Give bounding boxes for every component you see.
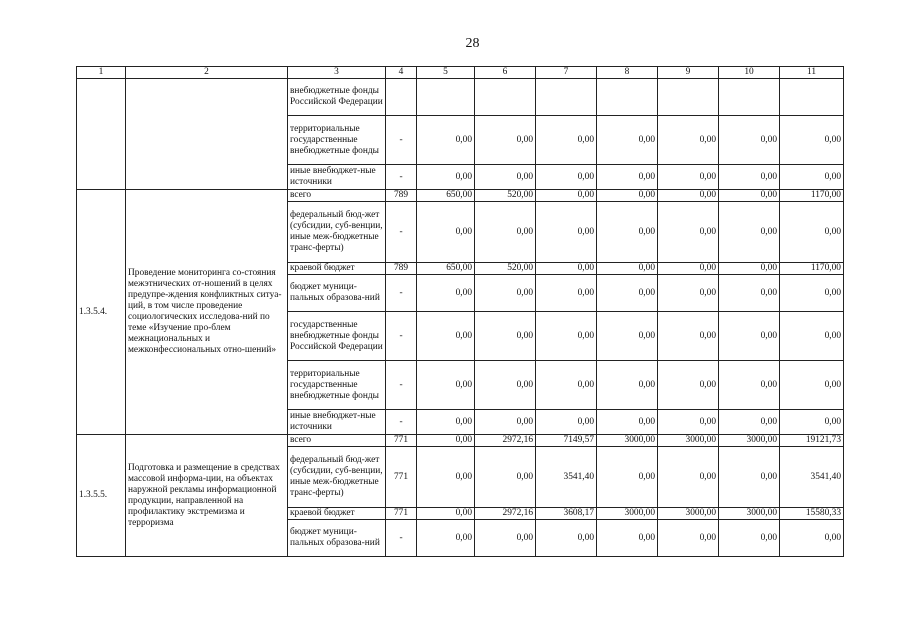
column-4-value: - — [386, 202, 417, 263]
table-row — [77, 79, 844, 116]
amount-cell: 0,00 — [475, 447, 536, 508]
funding-source: краевой бюджет — [288, 263, 386, 275]
amount-cell: 0,00 — [658, 447, 719, 508]
amount-cell: 0,00 — [475, 165, 536, 190]
amount-cell: 1170,00 — [780, 263, 844, 275]
amount-cell: 0,00 — [417, 520, 475, 557]
column-header: 11 — [780, 67, 844, 79]
amount-cell: 0,00 — [780, 116, 844, 165]
amount-cell: 0,00 — [417, 410, 475, 435]
column-4-value: - — [386, 116, 417, 165]
column-header: 7 — [536, 67, 597, 79]
amount-cell: 0,00 — [597, 116, 658, 165]
amount-cell: 0,00 — [597, 263, 658, 275]
column-4-value: - — [386, 275, 417, 312]
amount-cell: 0,00 — [719, 202, 780, 263]
amount-cell: 3541,40 — [780, 447, 844, 508]
amount-cell: 1170,00 — [780, 190, 844, 202]
amount-cell: 0,00 — [719, 410, 780, 435]
amount-cell: 0,00 — [658, 361, 719, 410]
amount-cell: 3000,00 — [597, 435, 658, 447]
amount-cell: 0,00 — [536, 202, 597, 263]
amount-cell: 0,00 — [475, 275, 536, 312]
amount-cell: 0,00 — [417, 435, 475, 447]
funding-source: иные внебюджет-ные источники — [288, 410, 386, 435]
amount-cell: 0,00 — [536, 410, 597, 435]
measure-code: 1.3.5.4. — [77, 190, 126, 435]
column-4-value: - — [386, 520, 417, 557]
amount-cell: 3608,17 — [536, 508, 597, 520]
measure-name: Проведение мониторинга со-стояния межэтнических от-ношений в целях предупре-ждения конфликтных ситуа-ций, в том числе проведение социологических исследова-ний по теме «Изучение про-блем межнациональных и межконфессиональных отно-шений» — [126, 190, 288, 435]
amount-cell: 0,00 — [536, 361, 597, 410]
column-header: 3 — [288, 67, 386, 79]
amount-cell: 0,00 — [719, 190, 780, 202]
table-body — [77, 67, 844, 557]
amount-cell: 7149,57 — [536, 435, 597, 447]
column-header: 2 — [126, 67, 288, 79]
column-header: 6 — [475, 67, 536, 79]
amount-cell: 650,00 — [417, 263, 475, 275]
column-4-value: - — [386, 312, 417, 361]
amount-cell: 2972,16 — [475, 508, 536, 520]
amount-cell: 0,00 — [536, 312, 597, 361]
amount-cell: 0,00 — [597, 190, 658, 202]
funding-source: федеральный бюд-жет (субсидии, суб-венции, иные меж-бюджетные транс-ферты) — [288, 447, 386, 508]
amount-cell: 0,00 — [417, 508, 475, 520]
funding-source: государственные внебюджетные фонды Российской Федерации — [288, 312, 386, 361]
amount-cell: 0,00 — [658, 312, 719, 361]
amount-cell: 0,00 — [719, 275, 780, 312]
funding-source: бюджет муници-пальных образова-ний — [288, 275, 386, 312]
column-header: 1 — [77, 67, 126, 79]
column-4-value: - — [386, 361, 417, 410]
amount-cell: 0,00 — [719, 312, 780, 361]
amount-cell: 0,00 — [536, 263, 597, 275]
amount-cell: 0,00 — [719, 447, 780, 508]
amount-cell: 0,00 — [536, 190, 597, 202]
measure-code: 1.3.5.5. — [77, 435, 126, 557]
column-header: 8 — [597, 67, 658, 79]
amount-cell: 0,00 — [536, 116, 597, 165]
funding-source: всего — [288, 190, 386, 202]
amount-cell: 3000,00 — [597, 508, 658, 520]
amount-cell: 0,00 — [780, 275, 844, 312]
funding-source: территориальные государственные внебюджетные фонды — [288, 361, 386, 410]
amount-cell: 650,00 — [417, 190, 475, 202]
amount-cell: 3000,00 — [719, 435, 780, 447]
amount-cell: 0,00 — [780, 361, 844, 410]
amount-cell: 0,00 — [536, 520, 597, 557]
amount-cell: 0,00 — [417, 275, 475, 312]
amount-cell: 0,00 — [719, 165, 780, 190]
amount-cell: 0,00 — [658, 263, 719, 275]
amount-cell: 0,00 — [658, 410, 719, 435]
funding-source: краевой бюджет — [288, 508, 386, 520]
table-row — [77, 190, 844, 202]
page-number: 28 — [465, 36, 480, 51]
amount-cell: 0,00 — [658, 190, 719, 202]
amount-cell — [719, 79, 780, 116]
amount-cell: 0,00 — [780, 410, 844, 435]
amount-cell: 0,00 — [475, 361, 536, 410]
amount-cell — [658, 79, 719, 116]
amount-cell: 0,00 — [417, 116, 475, 165]
amount-cell — [536, 79, 597, 116]
table-row — [77, 435, 844, 447]
amount-cell: 15580,33 — [780, 508, 844, 520]
amount-cell: 0,00 — [417, 361, 475, 410]
amount-cell: 0,00 — [475, 116, 536, 165]
amount-cell: 19121,73 — [780, 435, 844, 447]
amount-cell: 0,00 — [719, 116, 780, 165]
column-header: 9 — [658, 67, 719, 79]
amount-cell: 520,00 — [475, 263, 536, 275]
column-4-value: 771 — [386, 435, 417, 447]
column-4-value: 789 — [386, 190, 417, 202]
measure-name — [126, 79, 288, 190]
column-4-value — [386, 79, 417, 116]
amount-cell: 0,00 — [780, 165, 844, 190]
amount-cell: 0,00 — [780, 202, 844, 263]
amount-cell — [597, 79, 658, 116]
funding-source: всего — [288, 435, 386, 447]
funding-source: территориальные государственные внебюджетные фонды — [288, 116, 386, 165]
amount-cell: 0,00 — [658, 520, 719, 557]
amount-cell — [475, 79, 536, 116]
amount-cell: 2972,16 — [475, 435, 536, 447]
amount-cell: 0,00 — [597, 312, 658, 361]
amount-cell — [417, 79, 475, 116]
amount-cell: 0,00 — [597, 361, 658, 410]
column-header: 10 — [719, 67, 780, 79]
column-4-value: - — [386, 165, 417, 190]
amount-cell: 0,00 — [658, 275, 719, 312]
amount-cell: 0,00 — [719, 520, 780, 557]
amount-cell: 0,00 — [475, 312, 536, 361]
amount-cell: 0,00 — [597, 447, 658, 508]
amount-cell: 0,00 — [719, 361, 780, 410]
amount-cell: 0,00 — [475, 410, 536, 435]
amount-cell: 0,00 — [780, 520, 844, 557]
amount-cell: 0,00 — [475, 520, 536, 557]
amount-cell: 0,00 — [597, 520, 658, 557]
amount-cell: 3541,40 — [536, 447, 597, 508]
amount-cell: 0,00 — [658, 202, 719, 263]
amount-cell: 520,00 — [475, 190, 536, 202]
amount-cell — [780, 79, 844, 116]
column-4-value: 789 — [386, 263, 417, 275]
amount-cell: 0,00 — [417, 165, 475, 190]
amount-cell: 0,00 — [597, 165, 658, 190]
amount-cell: 0,00 — [597, 275, 658, 312]
funding-source: федеральный бюд-жет (субсидии, суб-венции, иные меж-бюджетные транс-ферты) — [288, 202, 386, 263]
column-4-value: - — [386, 410, 417, 435]
amount-cell: 0,00 — [658, 165, 719, 190]
amount-cell: 0,00 — [417, 202, 475, 263]
column-header: 5 — [417, 67, 475, 79]
amount-cell: 0,00 — [780, 312, 844, 361]
amount-cell: 0,00 — [475, 202, 536, 263]
amount-cell: 0,00 — [658, 116, 719, 165]
column-number-row — [77, 67, 844, 79]
amount-cell: 0,00 — [417, 447, 475, 508]
funding-source: иные внебюджет-ные источники — [288, 165, 386, 190]
amount-cell: 3000,00 — [719, 508, 780, 520]
funding-source: внебюджетные фонды Российской Федерации — [288, 79, 386, 116]
column-4-value: 771 — [386, 508, 417, 520]
column-4-value: 771 — [386, 447, 417, 508]
amount-cell: 0,00 — [417, 312, 475, 361]
measure-name: Подготовка и размещение в средствах массовой информа-ции, на объектах наружной рекламы информационной продукции, направленной на профилактику экстремизма и терроризма — [126, 435, 288, 557]
measure-code — [77, 79, 126, 190]
amount-cell: 3000,00 — [658, 435, 719, 447]
amount-cell: 0,00 — [597, 202, 658, 263]
amount-cell: 0,00 — [536, 165, 597, 190]
amount-cell: 3000,00 — [658, 508, 719, 520]
column-header: 4 — [386, 67, 417, 79]
amount-cell: 0,00 — [536, 275, 597, 312]
funding-source: бюджет муници-пальных образова-ний — [288, 520, 386, 557]
budget-table — [76, 66, 844, 557]
amount-cell: 0,00 — [597, 410, 658, 435]
amount-cell: 0,00 — [719, 263, 780, 275]
